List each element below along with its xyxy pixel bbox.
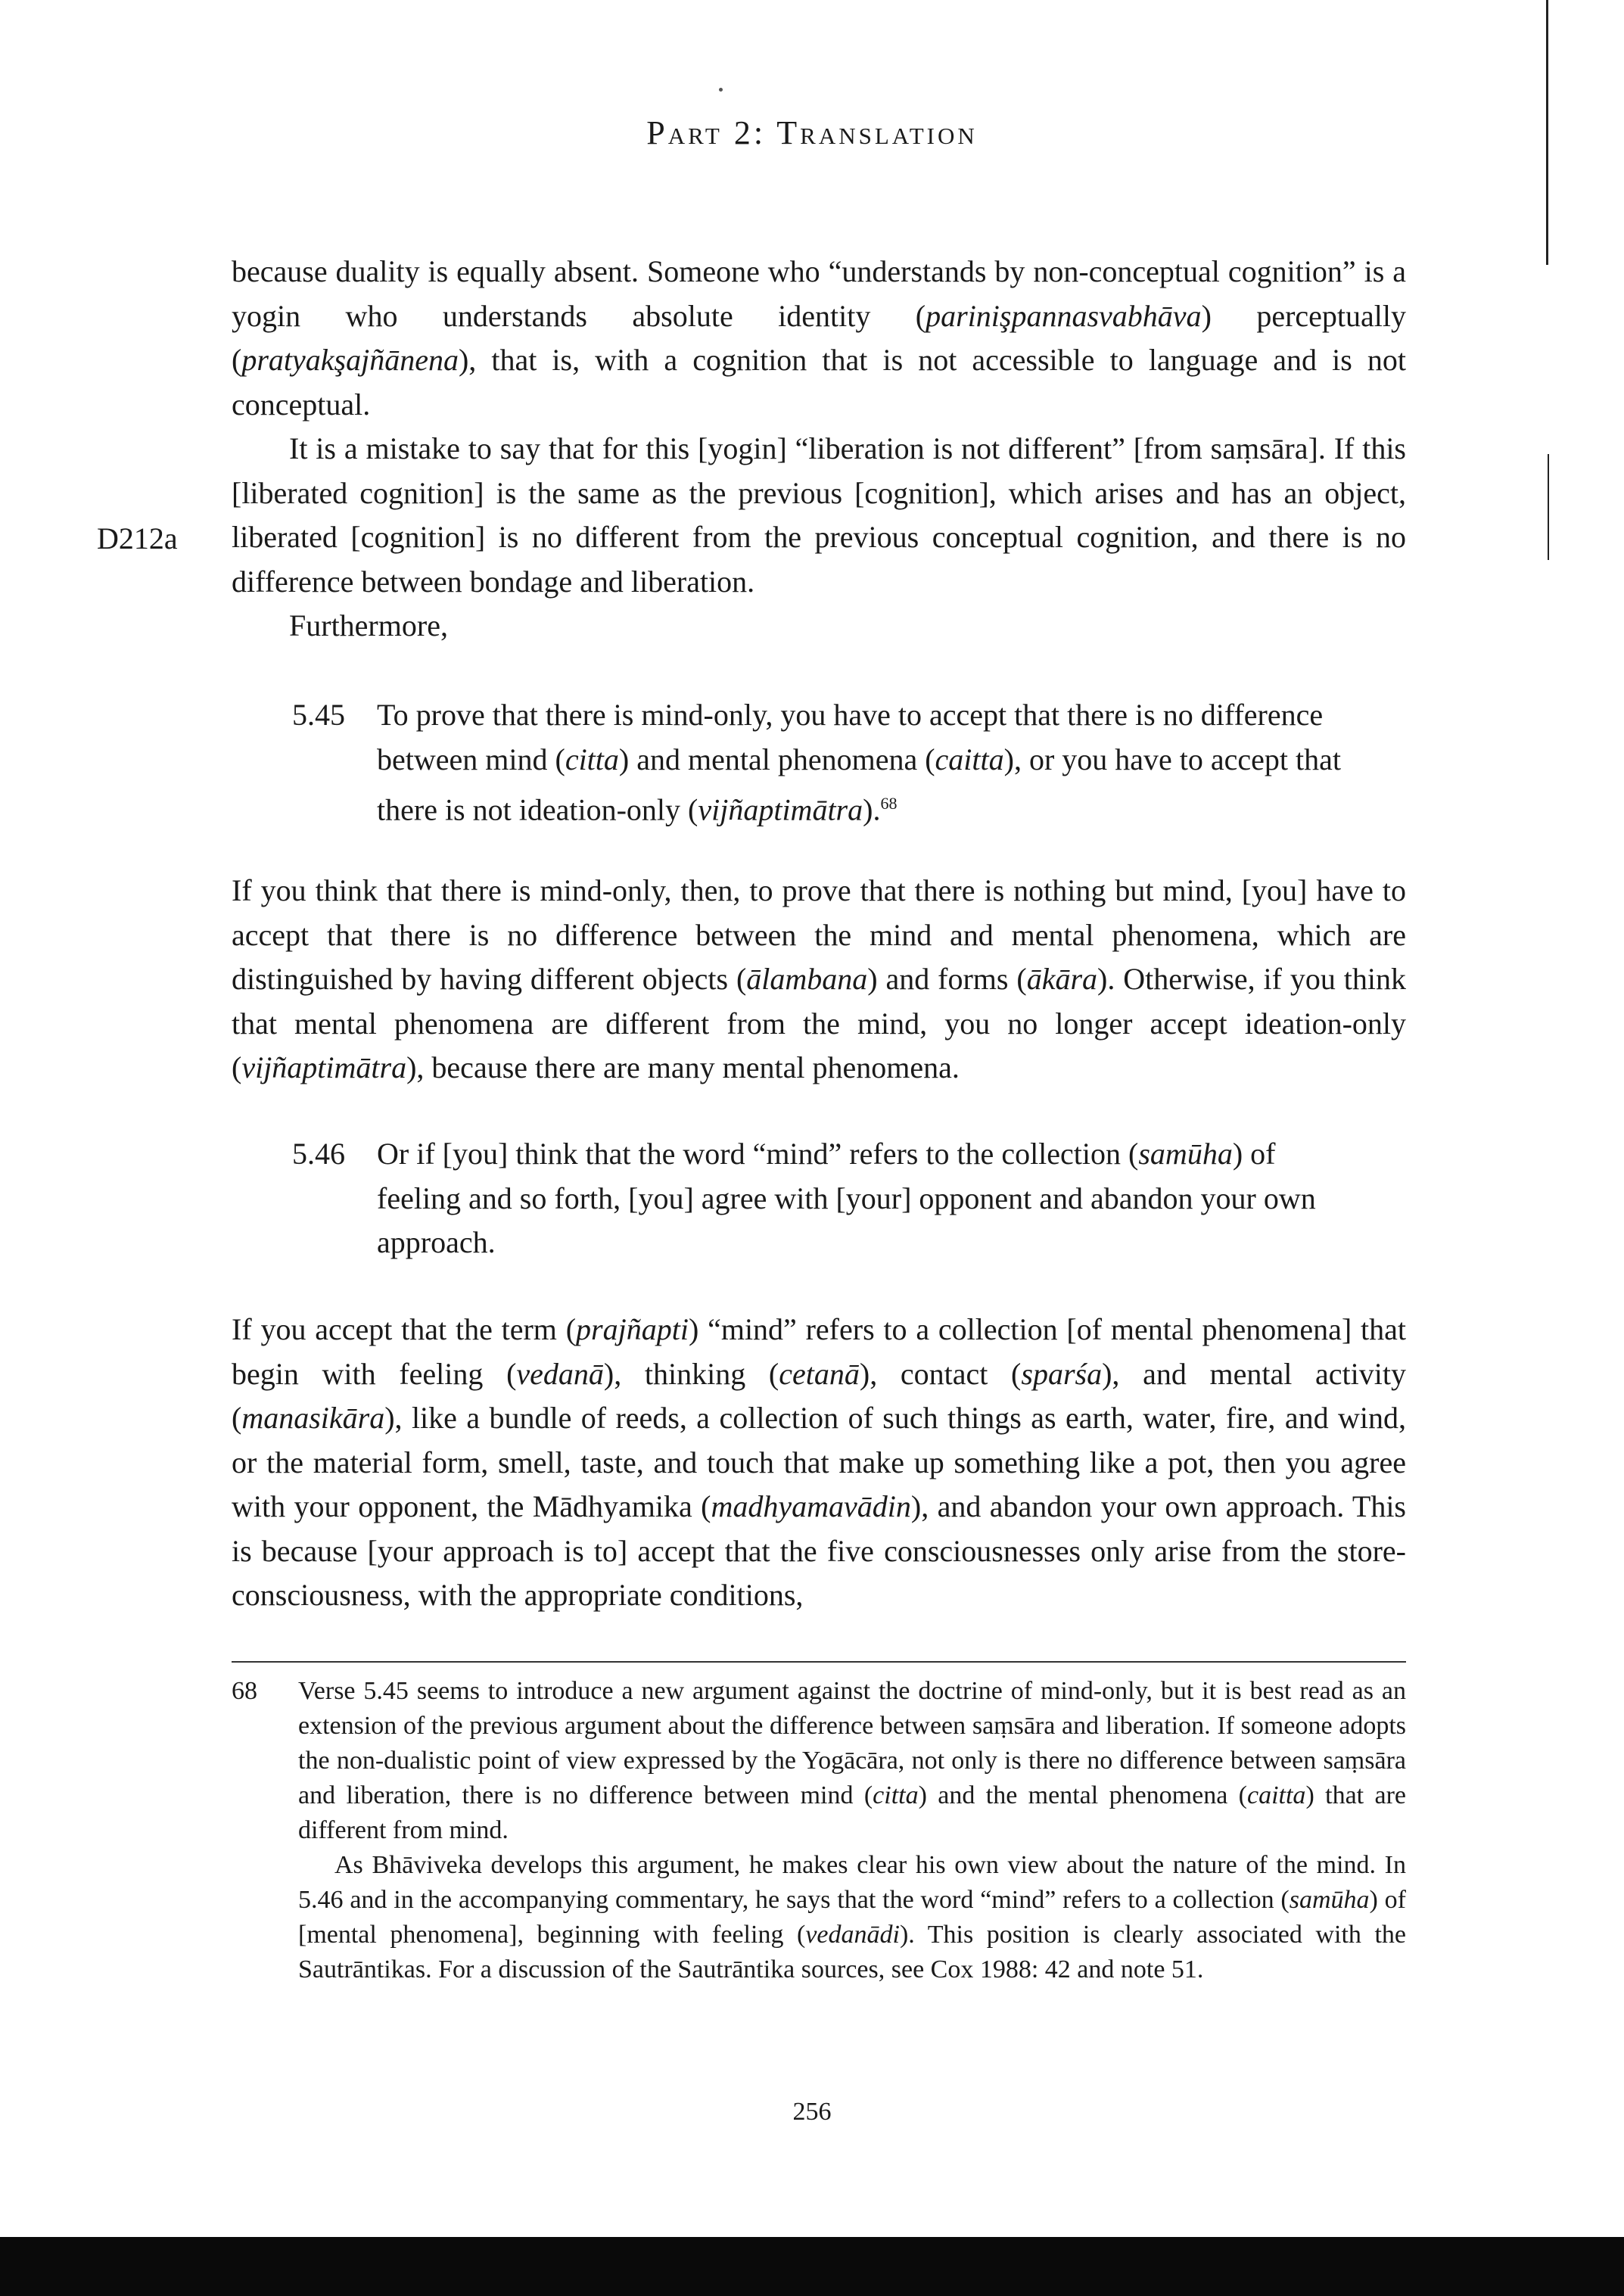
footnote-paragraph-2: As Bhāviveka develops this argument, he makes clear his own view about the nature of the mind. In 5.46 and in the accompanying commentary, he says that the word “mind” refers to a collection (samūha) of [mental phenomena], beginning with feeling (vedanādi). This position is clearly associated with the Sautrāntikas. For a discussion of the Sautrāntika sources, see Cox 1988: 42 and note 51. <box>298 1851 1406 1983</box>
body-top <box>232 250 1406 649</box>
footnote-divider <box>232 1661 1406 1663</box>
paragraph-2: It is a mistake to say that for this [yogin] “liberation is not different” [from saṃsāra]. If this [liberated cognition] is the same as the previous [cognition], which arises and has an object, liberated [cognition] is no different from the previous conceptual cognition, and there is no difference between bondage and liberation. <box>232 431 1406 599</box>
body-middle <box>232 869 1406 1090</box>
scan-dot <box>719 88 723 92</box>
footnote-number: 68 <box>232 1677 257 1705</box>
page-number: 256 <box>792 2098 832 2126</box>
paragraph-1: because duality is equally absent. Someone who “understands by non-conceptual cognition” is a yogin who understands absolute identity (parinişpannasvabhāva) perceptually (pratyakşajñānena), that is, with a cognition that is not accessible to language and is not conceptual. <box>232 254 1407 422</box>
margin-reference: D212a <box>97 521 178 555</box>
footnote-68 <box>232 1674 1406 1987</box>
verse-5-46 <box>292 1132 1352 1265</box>
verse-text: Or if [you] think that the word “mind” refers to the collection (samūha) of feeling and so forth, [you] agree with [your] opponent and abandon your own approach. <box>377 1137 1316 1259</box>
paragraph-5: If you accept that the term (prajñapti) “mind” refers to a collection [of mental phenomena] that begin with feeling (vedanā), thinking (cetanā), contact (sparśa), and mental activity (manasikāra), like a bundle of reeds, a collection of such things as earth, water, fire, and wind, or the material form, smell, taste, and touch that make up something like a pot, then you agree with your opponent, the Mādhyamika (madhyamavādin), and abandon your own approach. This is because [your approach is to] accept that the five consciousnesses only arise from the store-consciousness, with the appropriate conditions, <box>232 1312 1407 1612</box>
verse-number: 5.45 <box>292 698 345 732</box>
paragraph-3: Furthermore, <box>289 608 448 642</box>
body-bottom <box>232 1308 1406 1618</box>
footnote-paragraph-1: Verse 5.45 seems to introduce a new argument against the doctrine of mind-only, but it is best read as an extension of the previous argument about the difference between saṃsāra and liberation. If someone adopts the non-dualistic point of view expressed by the Yogācāra, not only is there no difference between saṃsāra and liberation, there is no difference between mind (citta) and the mental phenomena (caitta) that are different from mind. <box>298 1677 1406 1844</box>
verse-5-45 <box>292 693 1352 832</box>
running-header: Part 2: Translation <box>646 114 978 151</box>
scan-edge-line-mid <box>1548 454 1549 560</box>
verse-number: 5.46 <box>292 1137 345 1171</box>
scan-bottom-edge <box>0 2237 1624 2296</box>
footnote-ref: 68 <box>880 794 898 813</box>
verse-text: To prove that there is mind-only, you have to accept that there is no difference between mind (citta) and mental phenomena (caitta), or you have to accept that there is not ideation-only (vijñaptimātra).$^{68}$ <box>377 698 1341 827</box>
footnote-body <box>298 1674 1406 1987</box>
paragraph-4: If you think that there is mind-only, then, to prove that there is nothing but mind, [you] have to accept that there is no difference between the mind and mental phenomena, which are distinguished by having different objects (ālambana) and forms (ākāra). Otherwise, if you think that mental phenomena are different from the mind, you no longer accept ideation-only (vijñaptimātra), because there are many mental phenomena. <box>232 873 1406 1084</box>
